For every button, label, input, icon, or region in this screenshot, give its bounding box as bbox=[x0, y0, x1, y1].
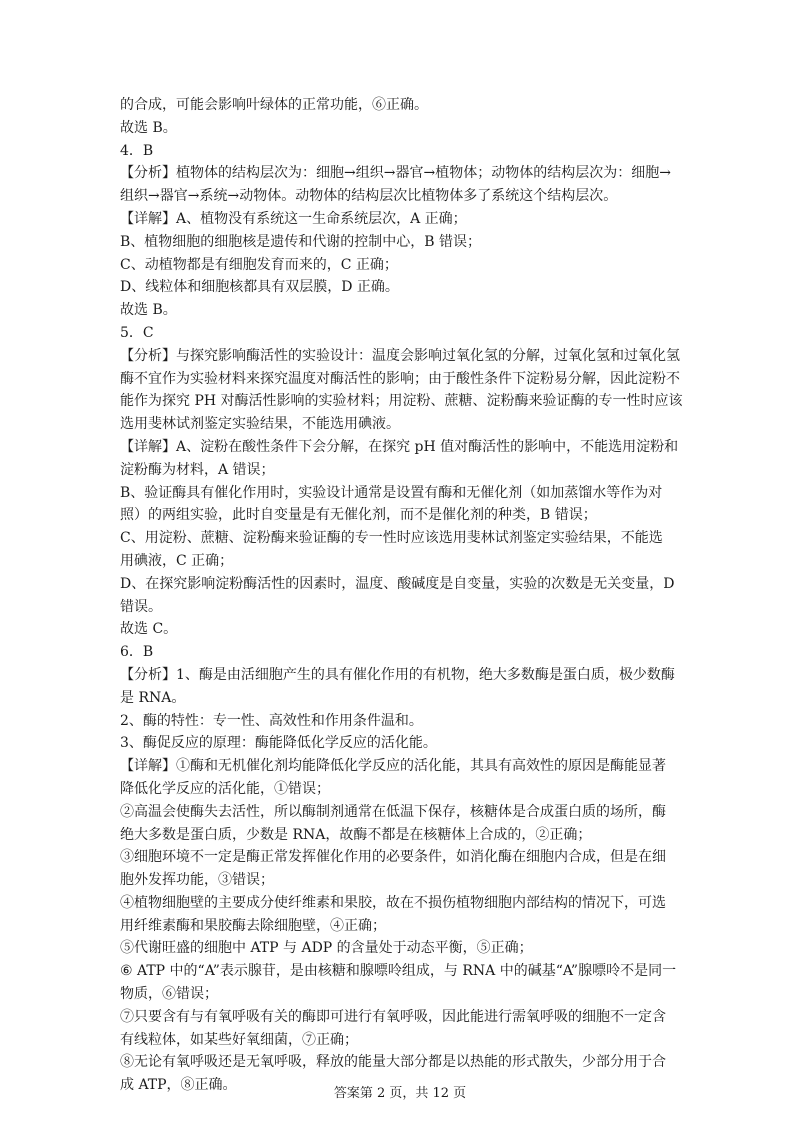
text-line: 绝大多数是蛋白质，少数是 RNA，故酶不都是在核糖体上合成的，②正确； bbox=[120, 826, 592, 843]
text-line: 酶不宜作为实验材料来探究温度对酶活性的影响；由于酸性条件下淀粉易分解，因此淀粉不 bbox=[120, 370, 680, 387]
text-line: 错误。 bbox=[120, 598, 162, 615]
text-line: ⑧无论有氧呼吸还是无氧呼吸，释放的能量大部分都是以热能的形式散失，少部分用于合 bbox=[120, 1054, 666, 1071]
text-line: 4．B bbox=[120, 142, 154, 159]
text-line: 故选 C。 bbox=[120, 621, 178, 638]
text-line: ②高温会使酶失去活性，所以酶制剂通常在低温下保存，核糖体是合成蛋白质的场所，酶 bbox=[120, 803, 666, 820]
text-line: C、用淀粉、蔗糖、淀粉酶来验证酶的专一性时应该选用斐林试剂鉴定实验结果，不能选 bbox=[120, 530, 663, 547]
text-line: 【分析】1、酶是由活细胞产生的具有催化作用的有机物，绝大多数酶是蛋白质，极少数酶 bbox=[120, 666, 675, 683]
text-line: 物质，⑥错误； bbox=[120, 986, 218, 1003]
text-line: ⑦只要含有与有氧呼吸有关的酶即可进行有氧呼吸，因此能进行需氧呼吸的细胞不一定含 bbox=[120, 1008, 666, 1025]
text-line: 照）的两组实验，此时自变量是有无催化剂，而不是催化剂的种类，B 错误； bbox=[120, 507, 597, 524]
text-line: 6．B bbox=[120, 644, 154, 661]
text-line: 是 RNA。 bbox=[120, 689, 186, 706]
text-line: D、线粒体和细胞核都具有双层膜，D 正确。 bbox=[120, 279, 399, 296]
text-line: 降低化学反应的活化能，①错误； bbox=[120, 780, 330, 797]
text-line: 【详解】A、植物没有系统这一生命系统层次，A 正确； bbox=[120, 210, 467, 227]
text-line: 2、酶的特性：专一性、高效性和作用条件温和。 bbox=[120, 712, 423, 729]
text-line: 淀粉酶为材料，A 错误； bbox=[120, 461, 275, 478]
text-line: ④植物细胞壁的主要成分使纤维素和果胶，故在不损伤植物细胞内部结构的情况下，可选 bbox=[120, 894, 666, 911]
text-line: D、在探究影响淀粉酶活性的因素时，温度、酸碱度是自变量，实验的次数是无关变量，D bbox=[120, 575, 675, 592]
text-line: 故选 B。 bbox=[120, 302, 177, 319]
text-line: B、验证酶具有催化作用时，实验设计通常是设置有酶和无催化剂（如加蒸馏水等作为对 bbox=[120, 484, 663, 501]
text-line: 【详解】①酶和无机催化剂均能降低化学反应的活化能，其具有高效性的原因是酶能显著 bbox=[120, 758, 666, 775]
text-line: 有线粒体，如某些好氧细菌，⑦正确； bbox=[120, 1031, 358, 1048]
text-line: 用碘液，C 正确； bbox=[120, 552, 234, 569]
text-line: 用纤维素酶和果胶酶去除细胞壁，④正确； bbox=[120, 917, 386, 934]
text-line: C、动植物都是有细胞发育而来的，C 正确； bbox=[120, 256, 398, 273]
page-footer: 答案第 2 页，共 12 页 bbox=[333, 1086, 467, 1101]
text-line: 5．C bbox=[120, 324, 154, 341]
text-line: 能作为探究 PH 对酶活性影响的实验材料；用淀粉、蔗糖、淀粉酶来验证酶的专一性时应该 bbox=[120, 393, 683, 410]
text-line: 3、酶促反应的原理：酶能降低化学反应的活化能。 bbox=[120, 735, 437, 752]
text-line: B、植物细胞的细胞核是遗传和代谢的控制中心，B 错误； bbox=[120, 233, 482, 250]
text-line: 【分析】与探究影响酶活性的实验设计：温度会影响过氧化氢的分解，过氧化氢和过氧化氢 bbox=[120, 347, 680, 364]
text-line: 的合成，可能会影响叶绿体的正常功能，⑥正确。 bbox=[120, 97, 428, 113]
text-line: 故选 B。 bbox=[120, 119, 177, 136]
text-line: 选用斐林试剂鉴定实验结果，不能选用碘液。 bbox=[120, 416, 400, 433]
text-line: 胞外发挥功能，③错误； bbox=[120, 872, 274, 889]
text-line: 【详解】A、淀粉在酸性条件下会分解，在探究 pH 值对酶活性的影响中，不能选用淀粉和 bbox=[120, 438, 679, 455]
text-line: ⑥ ATP 中的“A”表示腺苷，是由核糖和腺嘌呤组成，与 RNA 中的碱基“A”腺嘌呤不是同一 bbox=[120, 963, 677, 980]
text-line: 【分析】植物体的结构层次为：细胞→组织→器官→植物体；动物体的结构层次为：细胞→ bbox=[120, 165, 671, 182]
text-line: ⑤代谢旺盛的细胞中 ATP 与 ADP 的含量处于动态平衡，⑤正确； bbox=[120, 940, 533, 957]
answer-text-body bbox=[120, 94, 692, 1097]
text-line: 组织→器官→系统→动物体。动物体的结构层次比植物体多了系统这个结构层次。 bbox=[120, 188, 618, 205]
text-line: ③细胞环境不一定是酶正常发挥催化作用的必要条件，如消化酶在细胞内合成，但是在细 bbox=[120, 849, 666, 866]
text-line: 成 ATP，⑧正确。 bbox=[120, 1077, 237, 1094]
